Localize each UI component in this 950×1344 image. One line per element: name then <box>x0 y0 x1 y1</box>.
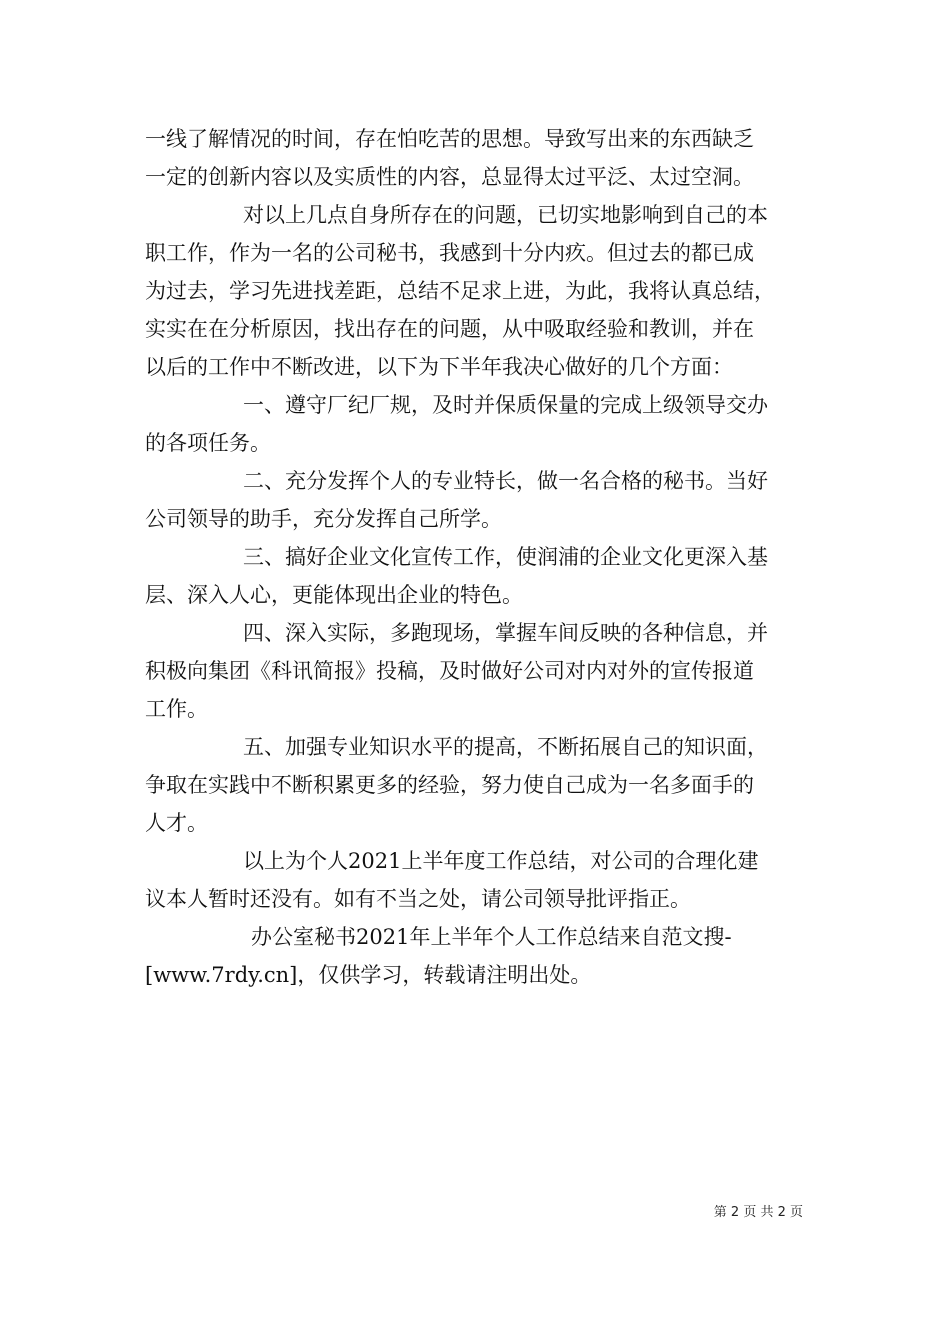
source-note: 办公室秘书2021年上半年个人工作总结来自范文搜- <box>251 925 732 949</box>
paragraph-start: 对以上几点自身所存在的问题，已切实地影响到自己的本 <box>243 203 768 227</box>
document-body <box>145 120 835 994</box>
text-line: 积极向集团《科讯简报》投稿，及时做好公司对内对外的宣传报道 <box>145 659 754 683</box>
text-line: 人才。 <box>145 811 208 835</box>
text-line: 为过去，学习先进找差距，总结不足求上进，为此，我将认真总结， <box>145 279 775 303</box>
text-line: 议本人暂时还没有。如有不当之处，请公司领导批评指正。 <box>145 887 691 911</box>
list-item-3: 三、搞好企业文化宣传工作，使润浦的企业文化更深入基 <box>243 545 768 569</box>
text-line: 公司领导的助手，充分发挥自己所学。 <box>145 507 502 531</box>
list-item-4: 四、深入实际，多跑现场，掌握车间反映的各种信息，并 <box>243 621 768 645</box>
text-line: 一线了解情况的时间，存在怕吃苦的思想。导致写出来的东西缺乏 <box>145 127 754 151</box>
list-item-2: 二、充分发挥个人的专业特长，做一名合格的秘书。当好 <box>243 469 768 493</box>
text-line: 一定的创新内容以及实质性的内容，总显得太过平泛、太过空洞。 <box>145 165 754 189</box>
text-line: 实实在在分析原因，找出存在的问题，从中吸取经验和教训，并在 <box>145 317 754 341</box>
page-number: 第 2 页 共 2 页 <box>713 1205 803 1220</box>
text-line: 争取在实践中不断积累更多的经验，努力使自己成为一名多面手的 <box>145 773 754 797</box>
closing-paragraph: 以上为个人2021上半年度工作总结，对公司的合理化建 <box>243 849 759 873</box>
text-line: 职工作，作为一名的公司秘书，我感到十分内疚。但过去的都已成 <box>145 241 754 265</box>
list-item-5: 五、加强专业知识水平的提高，不断拓展自己的知识面， <box>243 735 768 759</box>
text-line: 工作。 <box>145 697 208 721</box>
text-line: 的各项任务。 <box>145 431 271 455</box>
list-item-1: 一、遵守厂纪厂规，及时并保质保量的完成上级领导交办 <box>243 393 768 417</box>
source-url-line: [www.7rdy.cn]，仅供学习，转载请注明出处。 <box>145 963 592 987</box>
text-line: 层、深入人心，更能体现出企业的特色。 <box>145 583 523 607</box>
text-line: 以后的工作中不断改进，以下为下半年我决心做好的几个方面： <box>145 355 733 379</box>
